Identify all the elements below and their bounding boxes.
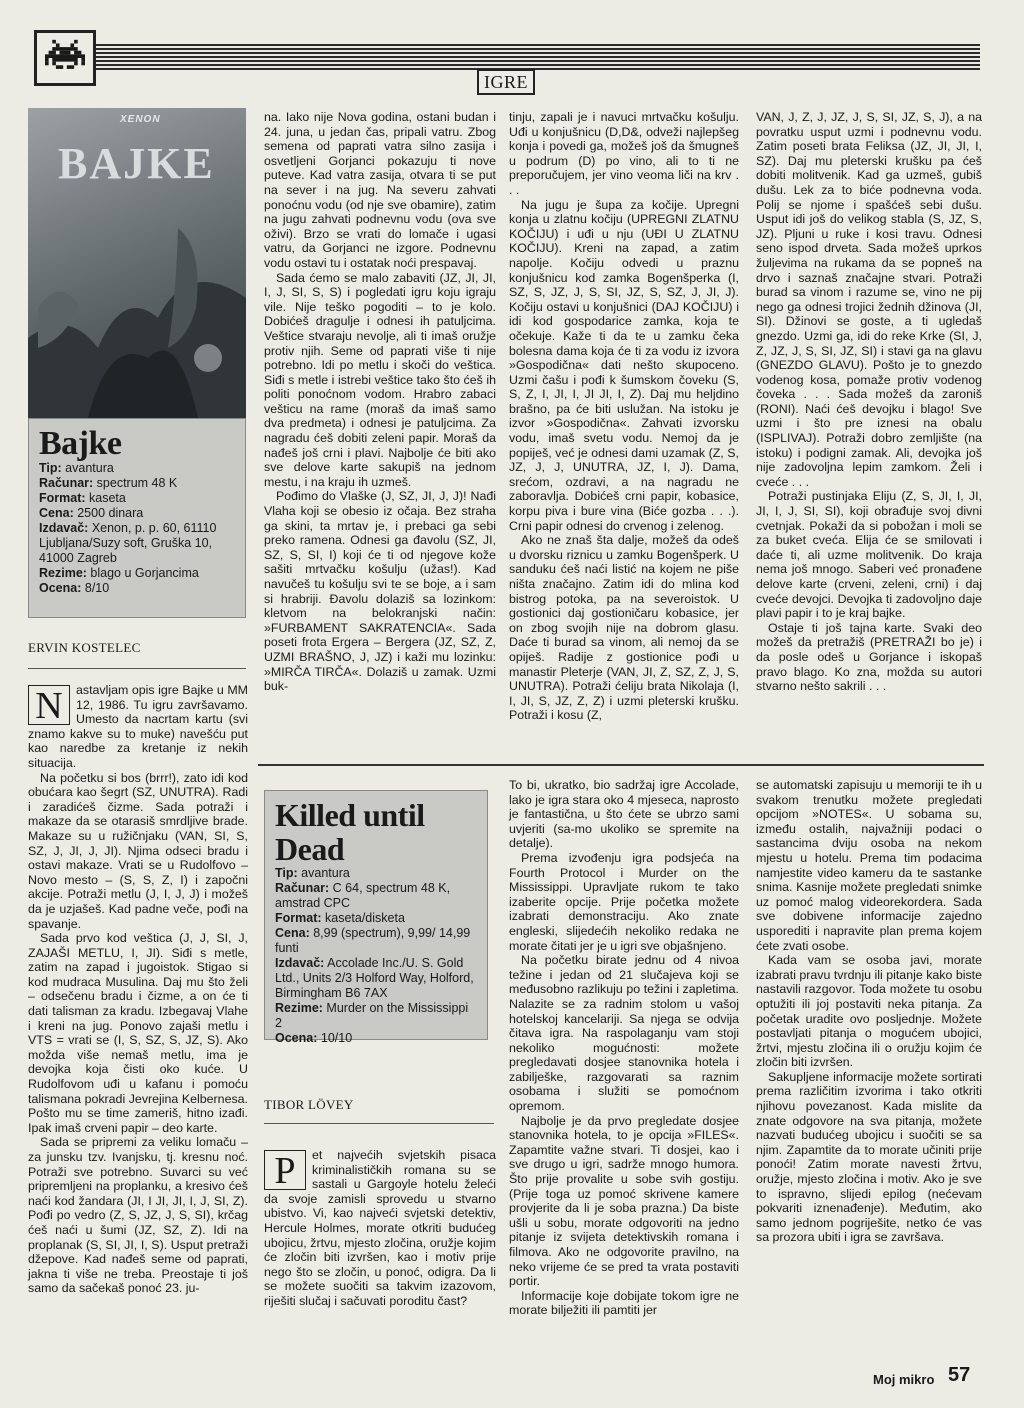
paragraph: To bi, ukratko, bio sadržaj igre Accolade, lako je igra stara oko 4 mjeseca, naprosto je fantastična, u što ćete se ubrzo sami uvjeriti (sa-mo ukoliko se spremite na detalje). (509, 778, 739, 851)
drop-cap: N (28, 685, 70, 725)
info-label: Ocena: (39, 581, 82, 595)
info-row (275, 1001, 477, 1031)
info-row (39, 491, 235, 506)
paragraph: VAN, J, Z, J, JZ, J, S, SI, JZ, S, J), a na povratku usput uzmi i podnevnu vodu. Zatim poseti brata Feliksa (JZ, JI, JI, I, SZ). Daj mu pleterski krušku pa ćeš dobiti molitvenik. Kad ga uzmeš, gubiš dušu. Lek za to biće podnevna voda. Polij se njome i spašćeš sebi dušu. Usput idi još do velikog stabla (S, JZ, S, JZ). Pljuni u ruke i kosi travu. Odnesi seno ispod drveta. Sada možeš uprkos žuljevima na rukama da se popneš na drvo i saznaš značajne stvari. Potraži burad sa vinom i razume se, vino ne pij nego ga odnesi trojici žednih džinova (JI, SI). Džinovi se goste, a ti ugledaš gnezdo. Uzmi ga, idi do reke Krke (SI, J, Z, JZ, J, S, SI, JZ, SI) i stavi ga na glavu (GNEZDO GLAVU). Pošto je to gnezdo vodenog kosa, pomaže protiv vodenog čoveka . . . Sada možeš da zaroniš (RONI). Naći ćeš devojku i blago! Sve uzmi i što pre iznesi na obalu (ISPLIVAJ). Potraži dobro zemljište (na istoku) i podigni zamak. Ali, devojka još nije zadovoljna lepim zamkom. Želi i cveće . . . (756, 110, 982, 489)
bajke-info-title: Bajke (39, 425, 122, 462)
info-value: C 64, spectrum 48 K, amstrad CPC (275, 881, 451, 911)
info-value: 8,99 (spectrum), 9,99/ 14,99 funti (275, 926, 471, 956)
info-label: Ocena: (275, 1031, 318, 1046)
info-row (275, 881, 477, 911)
info-row (39, 476, 235, 491)
bajke-column-3 (509, 110, 739, 765)
author-byline: TIBOR LÖVEY (264, 1097, 494, 1124)
paragraph: Sada prvo kod veštica (J, J, SI, J, ZAJAŠI METLU, I, JI). Siđi s metle, zatim na zapad i jugoistok. Stigao si kod mudraca Musulina. Daj mu što želi – odsečenu bradu i čizme, a on će ti dati talisman za kradu. Izbegavaj Vlahe i kreni na jug. Ponovo zajaši metlu i VTS = vrati se (I, S, SZ, S, JZ, S). Ako možda više nemaš metlu, ima je devojka koja čisti oko kuće. U Rudolfovom uđi u kafanu i pomoću talismana pokradi Jevrejina Kelbernesa. Pošto mu se time zameriš, hitno izađi. Ipak imaš crveni papir – deo karte. (28, 931, 248, 1135)
paragraph: Ako ne znaš šta dalje, možeš da odeš u dvorsku riznicu u zamku Bogenšperk. U sanduku ćeš naći listić na kojem ne piše ništa značajno. Zatim idi do mlina kod bistrog potoka, pa na severoistok. U gostionici daj gostioničaru kobasice, jer on zbog svojih nije na dobrom glasu. Daće ti burad sa vinom, ali nemoj da se opiješ. Radije z gostionice pođi u manastir Pleterje (VAN, JI, Z, SZ, Z, J, S, UNUTRA). Potraži ćeliju brata Nikolaja (I, I, JI, S, JZ, Z, Z) i uzmi pleterski krušku. Potraži i kosu (Z, (509, 533, 739, 723)
paragraph: Sada se pripremi za veliku lomaču – za junsku tzv. Ivanjsku, tj. kresnu noć. Potraži sve potrebno. Suvarci su već pripremljeni na proplanku, a kresivo ćeš naći kod žandara (JI, I JI, JI, I, J, SI, Z). Pođi po vedro (Z, S, JZ, J, S, SI), krčag ćeš naći u šumi (JZ, SZ, Z). Idi na proplanak (S, SI, JI, I, S). Usput pretraži džepove. Kad nađeš seme od paprati, jakna ti više ne treba. Preostaje ti još samo da sačekaš ponoć 23. ju- (28, 1135, 248, 1296)
paragraph: Prema izvođenju igra podsjeća na Fourth Protocol i Murder on the Mississippi. Upravljate rukom te tako izaberite opcije. Prije početka možete izabrati demonstraciju. Ako znate engleski, slijedećih nekoliko redaka ne morate čitati jer je u igri sve objašnjeno. (509, 850, 739, 953)
section-tag-igre: IGRE (477, 69, 535, 95)
bajke-column-2-text (264, 110, 496, 694)
info-label: Izdavač: (39, 521, 89, 535)
info-row (275, 926, 477, 956)
article-divider (258, 764, 984, 766)
bajke-column-1 (28, 683, 248, 1333)
info-value: avantura (297, 866, 350, 881)
paragraph: Sada ćemo se malo zabaviti (JZ, JI, JI, I, J, SI, S, S) i pogledati igru koju igraju vile. Nije teško pogoditi – to je kolo. Dobićeš dragulje i odnesi ih patuljcima. Veštice stvaraju nevolje, ali ti imaš oružje protiv njih. Seme od paprati više ti nije potrebno. Idi po metlu i skoči do veštica. Siđi s metle i istrebi veštice tako što ćeš ih politi ponoćnom vodom. Hrabro zabaci vešticu na rame (moraš da imaš samo dva predmeta) i odnesi je patuljcima. Za nagradu ćeš dobiti zeleni papir. Moraš da nađeš još crni i plavi. Najbolje će biti ako sve delove karte sakupiš na jednom mestu, i na kraju ih uzmeš. (264, 270, 496, 489)
kud-column-1 (264, 1148, 496, 1333)
cover-brand: XENON (120, 114, 161, 125)
kud-column-2 (509, 778, 739, 1334)
info-value: 2500 dinara (73, 506, 144, 520)
space-invader-icon (45, 39, 85, 77)
info-label: Izdavač: (275, 956, 325, 971)
bajke-cover-art (28, 108, 246, 418)
paragraph: Informacije koje dobijate tokom igre ne morate bilježiti ili pamtiti jer (509, 1288, 739, 1318)
drop-cap: P (264, 1150, 306, 1190)
magazine-name: Moj mikro (873, 1372, 935, 1387)
bajke-column-2 (264, 110, 496, 765)
info-value: Xenon, p. p. 60, 61110 Ljubljana/Suzy soft, Gruška 10, 41000 Zagreb (39, 521, 217, 565)
kud-info-title: Killed until Dead (275, 797, 425, 867)
info-label: Rezime: (39, 566, 87, 580)
info-row (275, 911, 477, 926)
paragraph: astavljam opis igre Bajke u MM 12, 1986. Tu igru završavamo. Umesto da nacrtam kartu (svi znamo kakve su to muke) navešću put kao naredbe za kretanje iz nekih situacija. (28, 683, 248, 770)
header-stripe-bar (34, 44, 980, 70)
paragraph: Na jugu je šupa za kočije. Upregni konja u zlatnu kočiju (UPREGNI ZLATNU KOČIJU) i uđi u nju (UĐI U ZLATNU KOČIJU). Kreni na zapad, a zatim napolje. Kočiju odvedi u praznu konjušnicu kod zamka Bogenšperka (I, SZ, S, JZ, J, S, SI, JZ, S, SZ, J, JI, J). Kočiju ostavi u konjušnici (DAJ KOČIJU) i idi kod gospodarice zamka, koja te očekuje. Kaže ti da te u zamku čeka bolesna dama koja će ti za vodu iz izvora »Gospodična« dati nešto skupoceno. Uzmi čašu i pođi k šumskom čoveku (S, S, Z, I, JI, I, JI JI, I, Z). Daj mu heljdino brašno, pa će biti uslužan. Na istoku je izvor »Gospodična«. Zahvati izvorsku vodu, imaš svetu vodu. Nemoj da je popiješ, već je odnesi dami uzamak (Z, S, JZ, J, J, UNUTRA, JZ, I, J). Dama, srećom, ozdravi, a na nagradu ne zaboravlja. Dobićeš crni papir, kobasice, korpu piva i bure vina (Biće gozba . . .). Crni papir odnesi do crvenog i zelenog. (509, 197, 739, 533)
paragraph: Na početku birate jednu od 4 nivoa težine i jedan od 21 slučajeva koji se međusobno razlikuju po težini i zapletima. Nalazite se za radnim stolom u vašoj hotelskoj kancelariji. Sa njega se odvija čitava igra. Na raspolaganju vam stoji nekoliko mogućnosti: možete pregledavati dosjee stanovnika hotela i zabilješke, razgovarati sa raznim osobama i služiti se pomoćnom opremom. (509, 953, 739, 1114)
info-value: kaseta (85, 491, 126, 505)
paragraph: Potraži pustinjaka Eliju (Z, S, JI, I, JI, JI, I, J, SI, SI), koji obrađuje svoj divni cvetnjak. Pokaži da si pobožan i moli se za buket cveća. Elija će se smilovati i daće ti, ali uzme molitvenik. Do kraja nema još mnogo. Saberi već pronađene delove karte (crveni, zeleni, crni) i daj cveće devojci. Devojka ti zadovoljno daje plavi papir i to je kraj bajke. (756, 489, 982, 621)
info-label: Tip: (275, 866, 298, 881)
info-value: avantura (61, 461, 114, 475)
info-row (39, 581, 235, 596)
paragraph: Pođimo do Vlaške (J, SZ, JI, J, J)! Nađi Vlaha koji se obesio iz očaja. Bez straha ga skini, ta mrtav je, i prebaci ga sebi preko ramena. Odnesi ga đavolu (SZ, JI, SZ, S, SI, I) koji će ti od njegove kože sašiti mrtvačku košulju (užas!). Kad navučeš tu košulju svi te se boje, a i sam si hrabriji. Đavolu dolaziš sa lozinkom: kletvom na belokranjski način: »FURBAMENT SAKRATENCIA«. Sada poseti frota Ergera – Bergera (JZ, SZ, Z, UZMI BRAŠNO, J, JZ) i kaži mu lozinku: »MIRČA TIRČA«. Dolaziš u zamak. Uzmi buk- (264, 489, 496, 694)
info-label: Računar: (39, 476, 94, 490)
space-invader-logo (34, 30, 96, 86)
paragraph: se automatski zapisuju u memoriji te ih u svakom trenutku možete pregledati opcijom »NOTES«. U sobama su, između ostalih, najvažniji podaci o sastancima dviju osoba na nekom mjestu u hotelu. Prema tim podacima namjestite video kameru da te sastanke snima. Kasnije možete pregledati snimke uz pomoć malog videorekordera. Sada sve dobivene informacije zajedno usporediti i napravite plan prema kojem ćete zvati osobe. (756, 778, 982, 953)
info-value: kaseta/disketa (321, 911, 405, 926)
paragraph: Sakupljene informacije možete sortirati prema različitim izvorima i tako otkriti njihovu povezanost. Kada mislite da znate odgovore na sva pitanja, možete nazvati budućeg ubojicu i suočiti se sa njim. Zapamtite da to morate učiniti prije ponoći! Zatim morate navesti žrtvu, oružje, mjesto zločina i motiv. Ako je sve to ispravno, slijedi epilog (nećevam pokvariti iznenađenje). Međutim, ako samo jednom pogriješite, netko će vas sa prozora ubiti i igra se završava. (756, 1069, 982, 1245)
paragraph: Na početku si bos (brrr!), zato idi kod obućara kao šegrt (SZ, UNUTRA). Radi i zaradićeš čizme. Sada potraži i makaze da se otarasiš smrdljive brade. Makaze su u ružičnjaku (VAN, SI, S, SZ, J, JI, J, JI). Njima odseci bradu i ostavi makaze. Vrati se u Rudolfovo – Novo mesto – (S, S, Z, I) i započni akcije. Potraži metlu (J, I, J, J) i možeš da je uzjašeš. Kad padne veče, pođi na spavanje. (28, 770, 248, 931)
info-value: 10/10 (317, 1031, 353, 1046)
bajke-column-3-text (509, 110, 739, 723)
paragraph: na. Iako nije Nova godina, ostani budan i 24. juna, u jedan čas, pripali vatru. Zbog semena od paprati vatra silno zasija i osvetljeni Gorjanci pokazuju ti nove puteve. Kad vatra zasija, otvara ti se put na sever i na jug. Na severu zahvati ponoćnu vodu (od nje sve obamire), zatim na jugu zahvati podnevnu vodu (ova sve oživi). Brzo se vrati do lomače i ugasi vatru, da Gorjanci ne izgore. Podnevnu vodu ostavi tu i ostatak noći prespavaj. (264, 110, 496, 270)
bajke-info-box (28, 418, 246, 618)
paragraph: Kada vam se osoba javi, morate izabrati pravu tvrdnju ili pitanje kako biste nastavili razgovor. Toda možete tu osobu optužiti ili joj postaviti neka pitanja. Za početak uradite ovo posljednje. Možete postavljati pitanja o mogućem ubojici, žrtvi, mjestu zločina ili o oružju kojim će zločin biti izvršen. (756, 953, 982, 1070)
cover-title: BAJKE (58, 139, 215, 188)
info-row (39, 521, 235, 566)
page-number: 57 (948, 1364, 971, 1386)
kud-info-box (264, 790, 488, 1046)
info-value: Accolade Inc./U. S. Gold Ltd., Units 2/3 Holford Way, Holford, Birmingham B6 7AX (275, 956, 474, 1001)
kud-info-rows (275, 866, 477, 1046)
info-row (275, 866, 477, 881)
info-value: blago u Gorjancima (86, 566, 199, 580)
paragraph: tinju, zapali je i navuci mrtvačku košulju. Uđi u konjušnicu (D,D&, odveži najlepšeg konja i povedi ga, možeš još da šmugneš u podrum (D) po vino, ali to ti ne preporučujem, jer vino veoma liči na krv . . . (509, 110, 739, 197)
kud-column-2-text (509, 778, 739, 1318)
bajke-column-4-text (756, 110, 982, 694)
paragraph: Najbolje je da prvo pregledate dosjee stanovnika hotela, to je opcija »FILES«. Zapamtite važne stvari. Ti dosjei, kao i sve drugo u igri, sadrže mnogo humora. Što prije provalite u sobe svih gostiju. (Prije toga uz pomoć skrivene kamere provjerite da li je soba prazna.) Da biste ušli u sobu, morate odgovoriti na jedno pitanje iz svijeta detektivskih romana i filmova. Ako ne odgovorite pravilno, na neko vrijeme će se pred ta vrata postaviti portir. (509, 1113, 739, 1289)
info-value: 8/10 (81, 581, 110, 595)
info-row (275, 956, 477, 1001)
bajke-column-1-text (28, 683, 248, 1296)
bajke-info-rows (39, 461, 235, 596)
info-label: Računar: (275, 881, 330, 896)
info-label: Cena: (39, 506, 74, 520)
paragraph: et najvećih svjetskih pisaca kriminalističkih romana su se sastali u Gargoyle hotelu želeći da svoje zamisli sprovedu u stvarno ubistvo. Vi, kao najveći svjetski detektiv, Hercule Holmes, morate otkriti budućeg ubojicu, žrtvu, mjesto zločina, oružje kojim će zločin biti izvršen, kao i motiv prije nego što se zločin, u ponoć, odigra. Da li se možete suočiti sa takvim izazovom, riješiti slučaj i sačuvati poroditu čast? (264, 1148, 496, 1308)
author-byline: ERVIN KOSTELEC (28, 640, 246, 669)
paragraph: Ostaje ti još tajna karte. Svaki deo možeš da pretražiš (PRETRAŽI bo je) i da posle odeš u Gorjance i iskopaš pravo blago. Ko zna, možda su autori stvarno nešto sakrili . . . (756, 620, 982, 694)
cover-illustration (28, 108, 246, 418)
info-row (39, 506, 235, 521)
info-value: Murder on the Mississippi 2 (275, 1001, 469, 1031)
info-value: spectrum 48 K (93, 476, 178, 490)
info-row (39, 566, 235, 581)
info-row (39, 461, 235, 476)
info-row (275, 1031, 477, 1046)
info-label: Rezime: (275, 1001, 323, 1016)
bajke-column-4 (756, 110, 982, 730)
info-label: Format: (275, 911, 322, 926)
kud-column-3-text (756, 778, 982, 1245)
info-label: Tip: (39, 461, 62, 475)
info-label: Cena: (275, 926, 310, 941)
info-label: Format: (39, 491, 86, 505)
kud-column-3 (756, 778, 982, 1298)
